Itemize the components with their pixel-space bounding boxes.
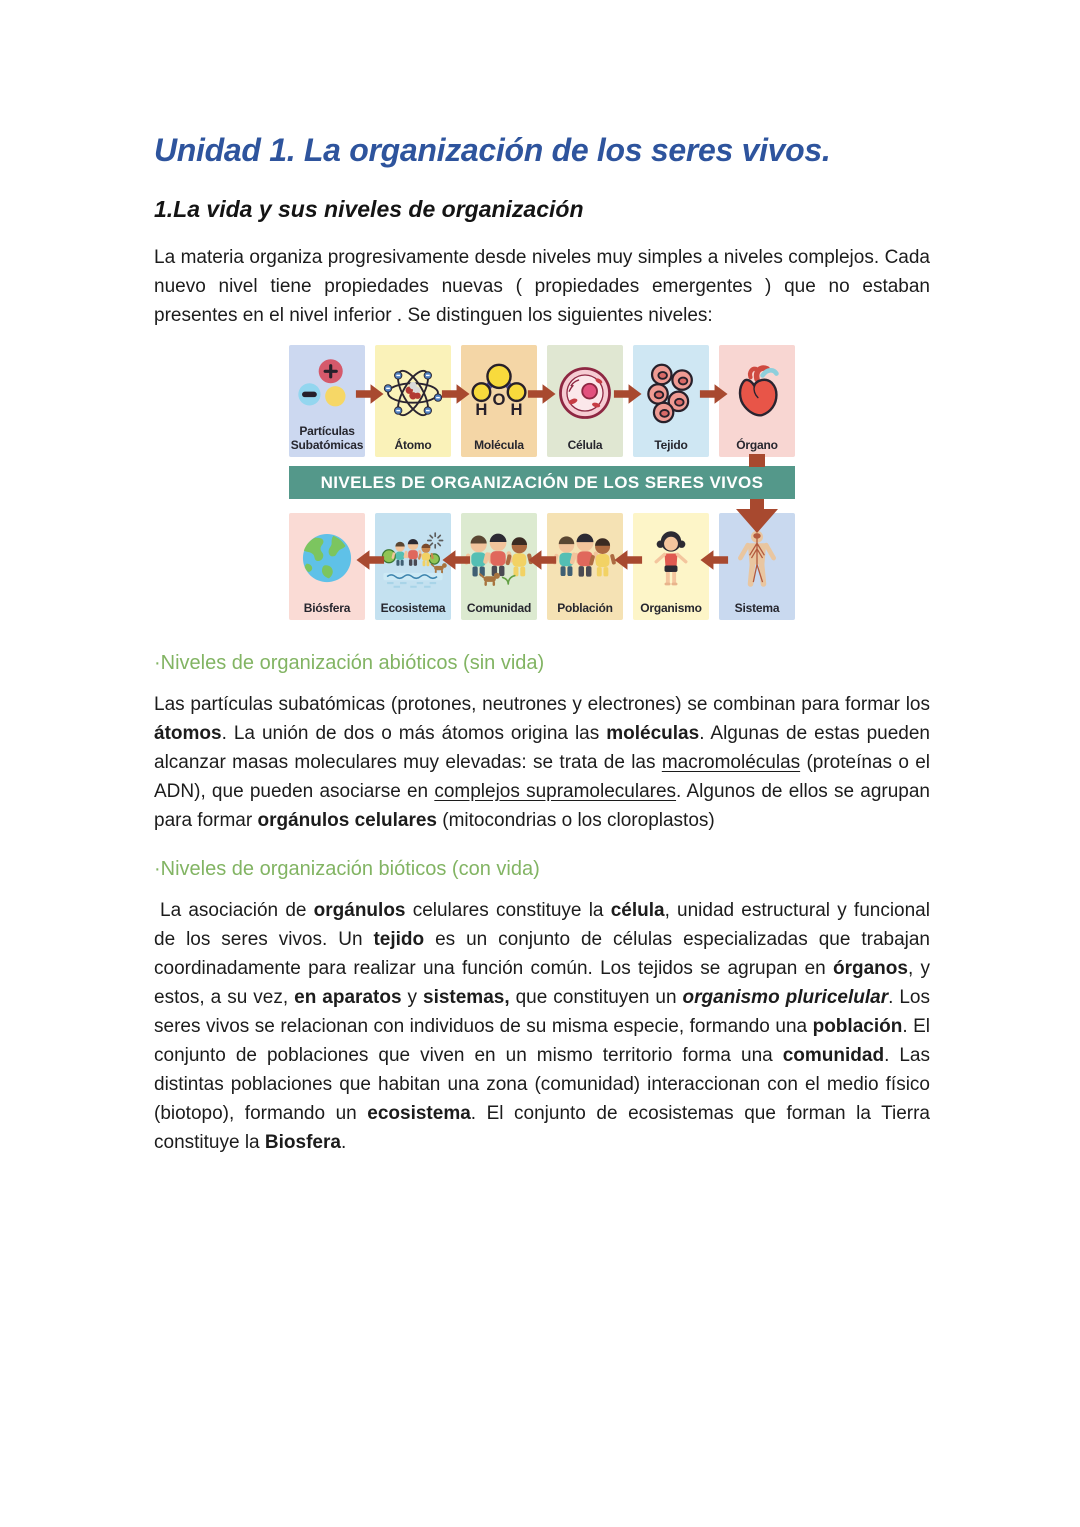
text-run: , unidad estructural y funcional de los seres vivos. Un: [154, 900, 930, 950]
biotic-paragraph: [154, 896, 930, 1157]
subheading-abiotic: ·Niveles de organización abióticos (sin vida): [154, 652, 545, 674]
text-run: ecosistema: [367, 1103, 471, 1124]
text-run: moléculas: [606, 723, 700, 744]
svg-text:O: O: [492, 390, 506, 410]
text-run: órganos: [832, 958, 908, 979]
left-arrow-icon: [709, 513, 719, 620]
organism-icon: [634, 516, 708, 602]
left-arrow-icon: [623, 513, 633, 620]
text-run: en aparatos: [294, 987, 402, 1008]
right-arrow-icon: [537, 345, 547, 457]
right-arrow-icon: [623, 345, 633, 457]
tissue-icon: [634, 348, 708, 439]
subatomic-particles-icon: [290, 348, 364, 425]
left-arrow-icon: [451, 513, 461, 620]
cell-icon: [548, 348, 622, 439]
level-label-ecosistema: Ecosistema: [380, 600, 446, 615]
level-label-organo: Órgano: [736, 437, 778, 452]
level-cell-tejido: [633, 345, 709, 457]
text-run: Las partículas subatómicas (protones, neutrones y electrones) se combinan para formar los: [154, 694, 930, 715]
text-run: macromoléculas: [661, 752, 801, 773]
level-label-particulas-subatomicas: Partículas Subatómicas: [290, 424, 364, 452]
diagram-bottom-row: [289, 513, 795, 620]
levels-of-organization-diagram: [289, 345, 795, 620]
text-run: comunidad: [782, 1045, 885, 1066]
water-molecule-icon: [462, 348, 536, 439]
level-label-organismo: Organismo: [640, 600, 702, 615]
intro-paragraph: [154, 243, 930, 330]
level-cell-atomo: [375, 345, 451, 457]
text-run: (mitocondrias o los cloroplastos): [437, 810, 715, 831]
left-arrow-icon: [365, 513, 375, 620]
text-run: orgánulos: [313, 900, 406, 921]
text-run: orgánulos celulares: [257, 810, 437, 831]
level-cell-celula: [547, 345, 623, 457]
level-label-biosfera: Biósfera: [303, 600, 351, 615]
level-label-sistema: Sistema: [734, 600, 780, 615]
subheading-biotic: ·Niveles de organización bióticos (con vida): [154, 858, 540, 880]
text-run: . Las distintas poblaciones que habitan una zona (comunidad) interaccionan con el medio físico (biotopo), formando un: [154, 1045, 930, 1124]
text-run: La materia organiza progresivamente desde niveles muy simples a niveles complejos. Cada nuevo nivel tiene propiedades nuevas ( propiedades emergentes ) que no estaban presentes en el nivel inferior . Se distinguen los siguientes niveles:: [154, 247, 930, 326]
right-arrow-icon: [365, 345, 375, 457]
text-run: . Algunas de estas pueden alcanzar masas moleculares muy elevadas: se trata de las: [154, 723, 930, 773]
level-cell-organismo: [633, 513, 709, 620]
text-run: organismo pluricelular: [682, 987, 889, 1008]
level-label-molecula: Molécula: [474, 437, 524, 452]
atom-icon: [376, 348, 450, 439]
text-run: . El conjunto de ecosistemas que forman la Tierra constituye la: [154, 1103, 930, 1153]
text-run: La asociación de: [160, 900, 314, 921]
community-icon: [462, 516, 536, 602]
text-run: sistemas,: [423, 987, 510, 1008]
text-run: tejido: [373, 929, 425, 950]
text-run: . Algunos de ellos se agrupan para formar: [154, 781, 930, 831]
down-arrow-icon: [734, 499, 780, 535]
svg-text:H: H: [510, 400, 523, 420]
ecosystem-icon: [376, 516, 450, 602]
left-arrow-icon: [537, 513, 547, 620]
level-cell-comunidad: [461, 513, 537, 620]
page-title: Unidad 1. La organización de los seres vivos.: [154, 132, 831, 168]
level-label-comunidad: Comunidad: [466, 600, 532, 615]
text-run: complejos supramoleculares: [434, 781, 677, 802]
text-run: .: [340, 1132, 347, 1153]
level-label-celula: Célula: [567, 437, 603, 452]
text-run: . El conjunto de poblaciones que viven en un mismo territorio forma una: [154, 1016, 931, 1066]
text-run: . La unión de dos o más átomos origina las: [221, 723, 607, 744]
text-run: que constituyen un: [509, 987, 683, 1008]
level-cell-ecosistema: [375, 513, 451, 620]
level-cell-biosfera: [289, 513, 365, 620]
heart-organ-icon: [720, 348, 794, 439]
text-run: célula: [610, 900, 665, 921]
text-run: (proteínas o el ADN), que pueden asociarse en: [154, 752, 930, 802]
text-run: . Los seres vivos se relacionan con individuos de su misma especie, formando una: [154, 987, 930, 1037]
level-label-atomo: Átomo: [394, 437, 432, 452]
right-arrow-icon: [709, 345, 719, 457]
level-cell-poblacion: [547, 513, 623, 620]
section-heading: 1.La vida y sus niveles de organización: [154, 196, 584, 222]
level-cell-particulas-subatomicas: [289, 345, 365, 457]
text-run: celulares constituye la: [405, 900, 611, 921]
text-run: , y estos, a su vez,: [154, 958, 930, 1008]
level-cell-organo: [719, 345, 795, 457]
earth-icon: [290, 516, 364, 602]
text-run: Biosfera: [264, 1132, 341, 1153]
text-run: átomos: [154, 723, 222, 744]
abiotic-paragraph: [154, 690, 930, 835]
text-run: es un conjunto de células especializadas que trabajan coordinadamente para realizar una función común. Los tejidos se agrupan en: [154, 929, 930, 979]
level-label-tejido: Tejido: [654, 437, 688, 452]
right-arrow-icon: [451, 345, 461, 457]
level-cell-molecula: [461, 345, 537, 457]
diagram-top-row: [289, 345, 795, 457]
population-icon: [548, 516, 622, 602]
text-run: población: [812, 1016, 903, 1037]
text-run: y: [401, 987, 423, 1008]
svg-text:H: H: [475, 400, 488, 420]
level-label-poblacion: Población: [557, 600, 613, 615]
connector-stub: [749, 454, 765, 467]
diagram-banner: NIVELES DE ORGANIZACIÓN DE LOS SERES VIVOS: [289, 466, 795, 499]
